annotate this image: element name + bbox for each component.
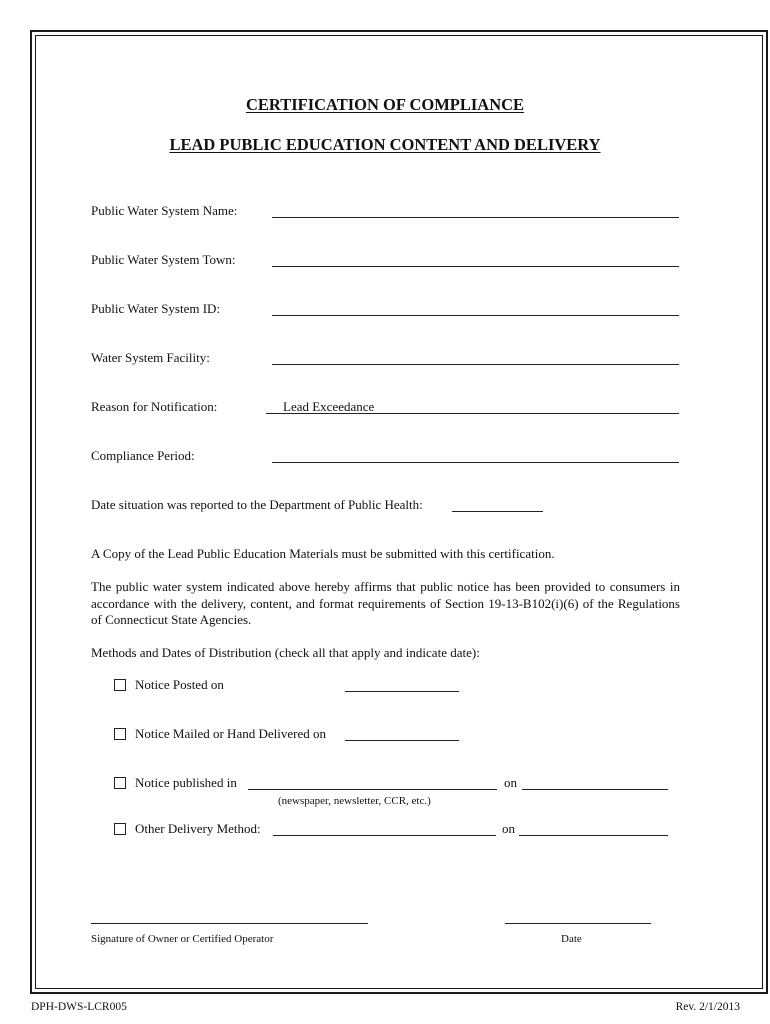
- signature-label: Signature of Owner or Certified Operator: [91, 933, 274, 945]
- label-system-name: Public Water System Name:: [91, 203, 238, 218]
- form-id: DPH-DWS-LCR005: [31, 1001, 127, 1013]
- system-town-field[interactable]: [272, 266, 679, 267]
- published-date-field[interactable]: [522, 789, 668, 790]
- label-system-id: Public Water System ID:: [91, 301, 221, 316]
- reason-value: Lead Exceedance: [283, 399, 375, 414]
- label-reason: Reason for Notification:: [91, 399, 218, 414]
- mailed-date-field[interactable]: [345, 740, 459, 741]
- mailed-checkbox[interactable]: [114, 728, 126, 740]
- facility-field[interactable]: [272, 364, 679, 365]
- document-subtitle: LEAD PUBLIC EDUCATION CONTENT AND DELIVERY: [169, 135, 601, 154]
- label-mailed: Notice Mailed or Hand Delivered on: [135, 726, 326, 741]
- document-title: CERTIFICATION OF COMPLIANCE: [245, 95, 525, 114]
- posted-checkbox[interactable]: [114, 679, 126, 691]
- affirmation-paragraph: The public water system indicated above hereby affirms that public notice has been provided to consumers in accordance with the delivery, content, and format requirements of Section 19-13-B102(i)(6) of the Regulations of Connecticut State Agencies.: [91, 579, 680, 627]
- label-posted: Notice Posted on: [135, 677, 224, 692]
- label-date-reported: Date situation was reported to the Department of Public Health:: [91, 497, 423, 512]
- signature-date-label: Date: [561, 933, 582, 945]
- signature-date-line[interactable]: [505, 923, 651, 924]
- methods-heading: Methods and Dates of Distribution (check all that apply and indicate date):: [91, 645, 480, 660]
- compliance-period-field[interactable]: [272, 462, 679, 463]
- other-date-field[interactable]: [519, 835, 668, 836]
- revision-date: Rev. 2/1/2013: [675, 1001, 740, 1013]
- label-facility: Water System Facility:: [91, 350, 210, 365]
- copy-notice: A Copy of the Lead Public Education Materials must be submitted with this certification.: [91, 546, 555, 561]
- label-published-on: on: [504, 775, 517, 790]
- label-published: Notice published in: [135, 775, 237, 790]
- system-name-field[interactable]: [272, 217, 679, 218]
- label-system-town: Public Water System Town:: [91, 252, 236, 267]
- label-compliance-period: Compliance Period:: [91, 448, 195, 463]
- other-checkbox[interactable]: [114, 823, 126, 835]
- published-checkbox[interactable]: [114, 777, 126, 789]
- published-medium-field[interactable]: [248, 789, 497, 790]
- other-method-field[interactable]: [273, 835, 496, 836]
- posted-date-field[interactable]: [345, 691, 459, 692]
- published-hint: (newspaper, newsletter, CCR, etc.): [278, 795, 431, 807]
- signature-line[interactable]: [91, 923, 368, 924]
- reason-field[interactable]: [266, 413, 679, 414]
- date-reported-field[interactable]: [452, 511, 543, 512]
- system-id-field[interactable]: [272, 315, 679, 316]
- label-other-on: on: [502, 821, 515, 836]
- label-other: Other Delivery Method:: [135, 821, 261, 836]
